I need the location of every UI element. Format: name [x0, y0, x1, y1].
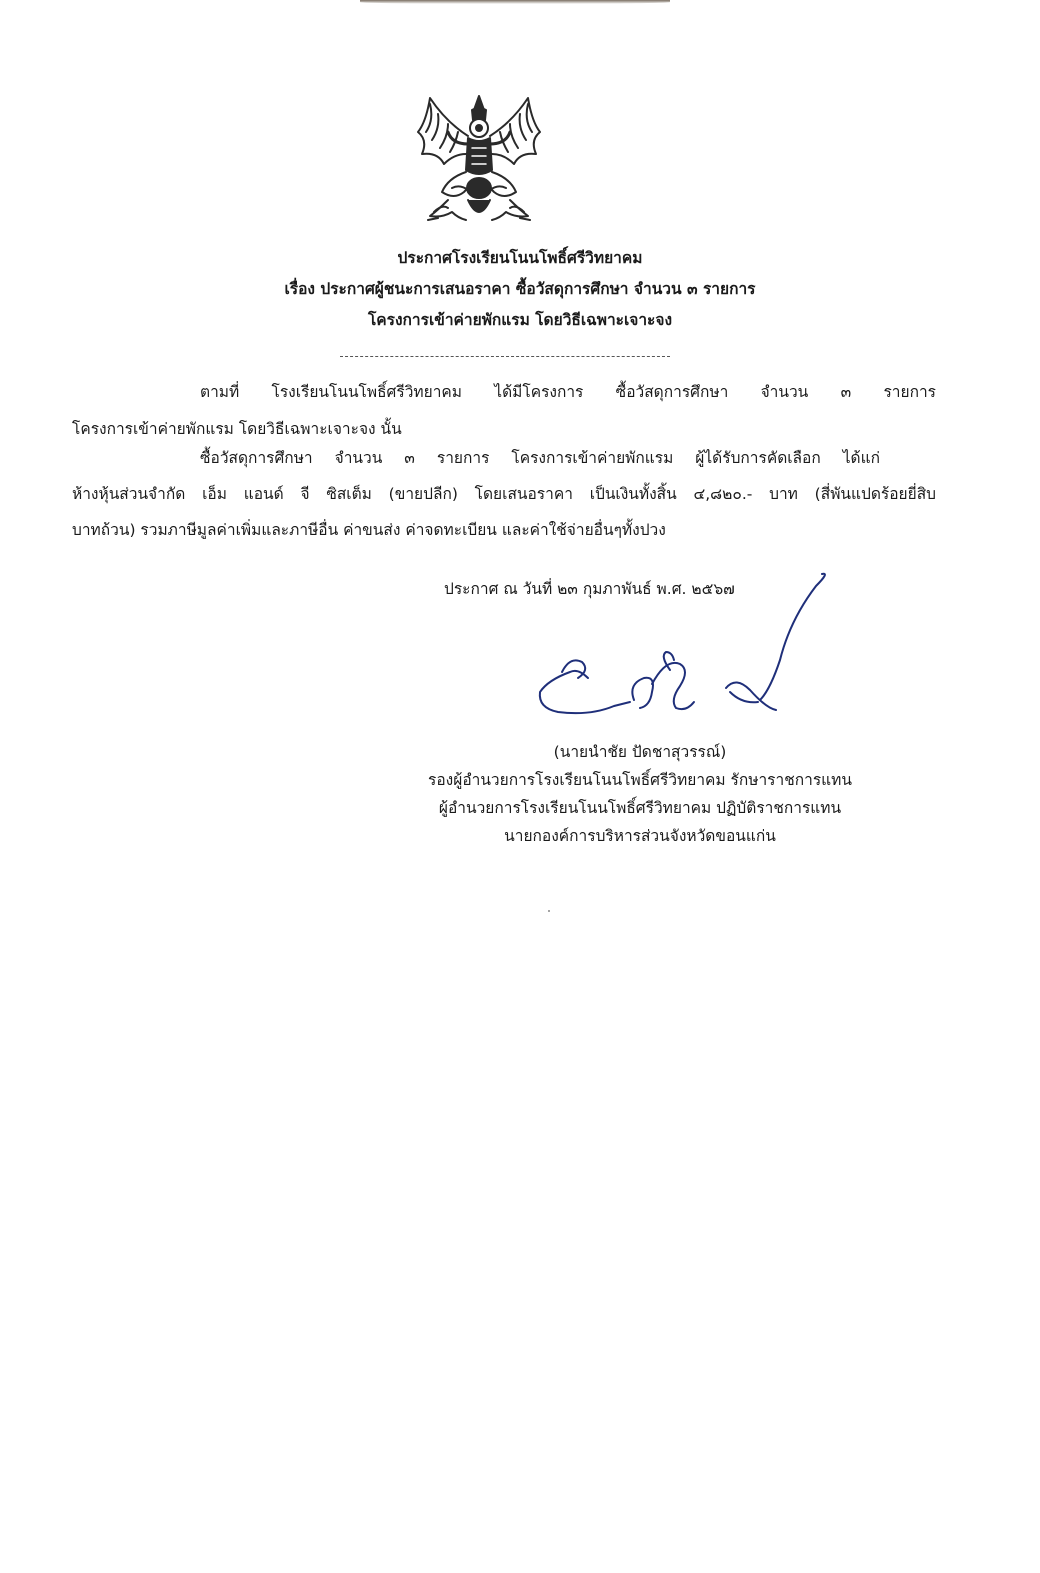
paragraph-1-line-1: ตามที่ โรงเรียนโนนโพธิ์ศรีวิทยาคม ได้มีโครงการ ซื้อวัสดุการศึกษา จำนวน ๓ รายการ [200, 383, 936, 401]
paragraph-1-line-2: โครงการเข้าค่ายพักแรม โดยวิธีเฉพาะเจาะจง นั้น [72, 420, 402, 438]
signatory-title-1: รองผู้อำนวยการโรงเรียนโนนโพธิ์ศรีวิทยาคม รักษาราชการแทน [428, 771, 852, 789]
paragraph-2-line-3: บาทถ้วน) รวมภาษีมูลค่าเพิ่มและภาษีอื่น ค่าขนส่ง ค่าจดทะเบียน และค่าใช้จ่ายอื่นๆทั้งปวง [72, 521, 666, 539]
announcement-date: ประกาศ ณ วันที่ ๒๓ กุมภาพันธ์ พ.ศ. ๒๕๖๗ [444, 580, 735, 598]
header-project: โครงการเข้าค่ายพักแรม โดยวิธีเฉพาะเจาะจง [367, 311, 673, 329]
paragraph-2-line-1: ซื้อวัสดุการศึกษา จำนวน ๓ รายการ โครงการเข้าค่ายพักแรม ผู้ได้รับการคัดเลือก ได้แก่ [200, 449, 880, 467]
signatory-block [380, 738, 900, 850]
garuda-emblem-icon [408, 92, 550, 227]
signatory-name: (นายนำชัย ปัดชาสุวรรณ์) [553, 743, 727, 761]
handwritten-signature [530, 560, 830, 730]
announcement-header [0, 243, 1040, 336]
header-divider [340, 356, 670, 357]
scan-speck [548, 910, 550, 912]
paragraph-2-line-2: ห้างหุ้นส่วนจำกัด เอ็ม แอนด์ จี ซิสเต็ม (ขายปลีก) โดยเสนอราคา เป็นเงินทั้งสิ้น ๔,๘๒๐.- บาท (สี่พันแปดร้อยยี่สิบ [72, 485, 936, 503]
header-subject: เรื่อง ประกาศผู้ชนะการเสนอราคา ซื้อวัสดุการศึกษา จำนวน ๓ รายการ [284, 280, 756, 298]
scan-edge-shadow [360, 0, 670, 4]
signatory-title-3: นายกองค์การบริหารส่วนจังหวัดขอนแก่น [504, 827, 776, 845]
signatory-title-2: ผู้อำนวยการโรงเรียนโนนโพธิ์ศรีวิทยาคม ปฏิบัติราชการแทน [438, 799, 842, 817]
header-title: ประกาศโรงเรียนโนนโพธิ์ศรีวิทยาคม [397, 249, 643, 267]
